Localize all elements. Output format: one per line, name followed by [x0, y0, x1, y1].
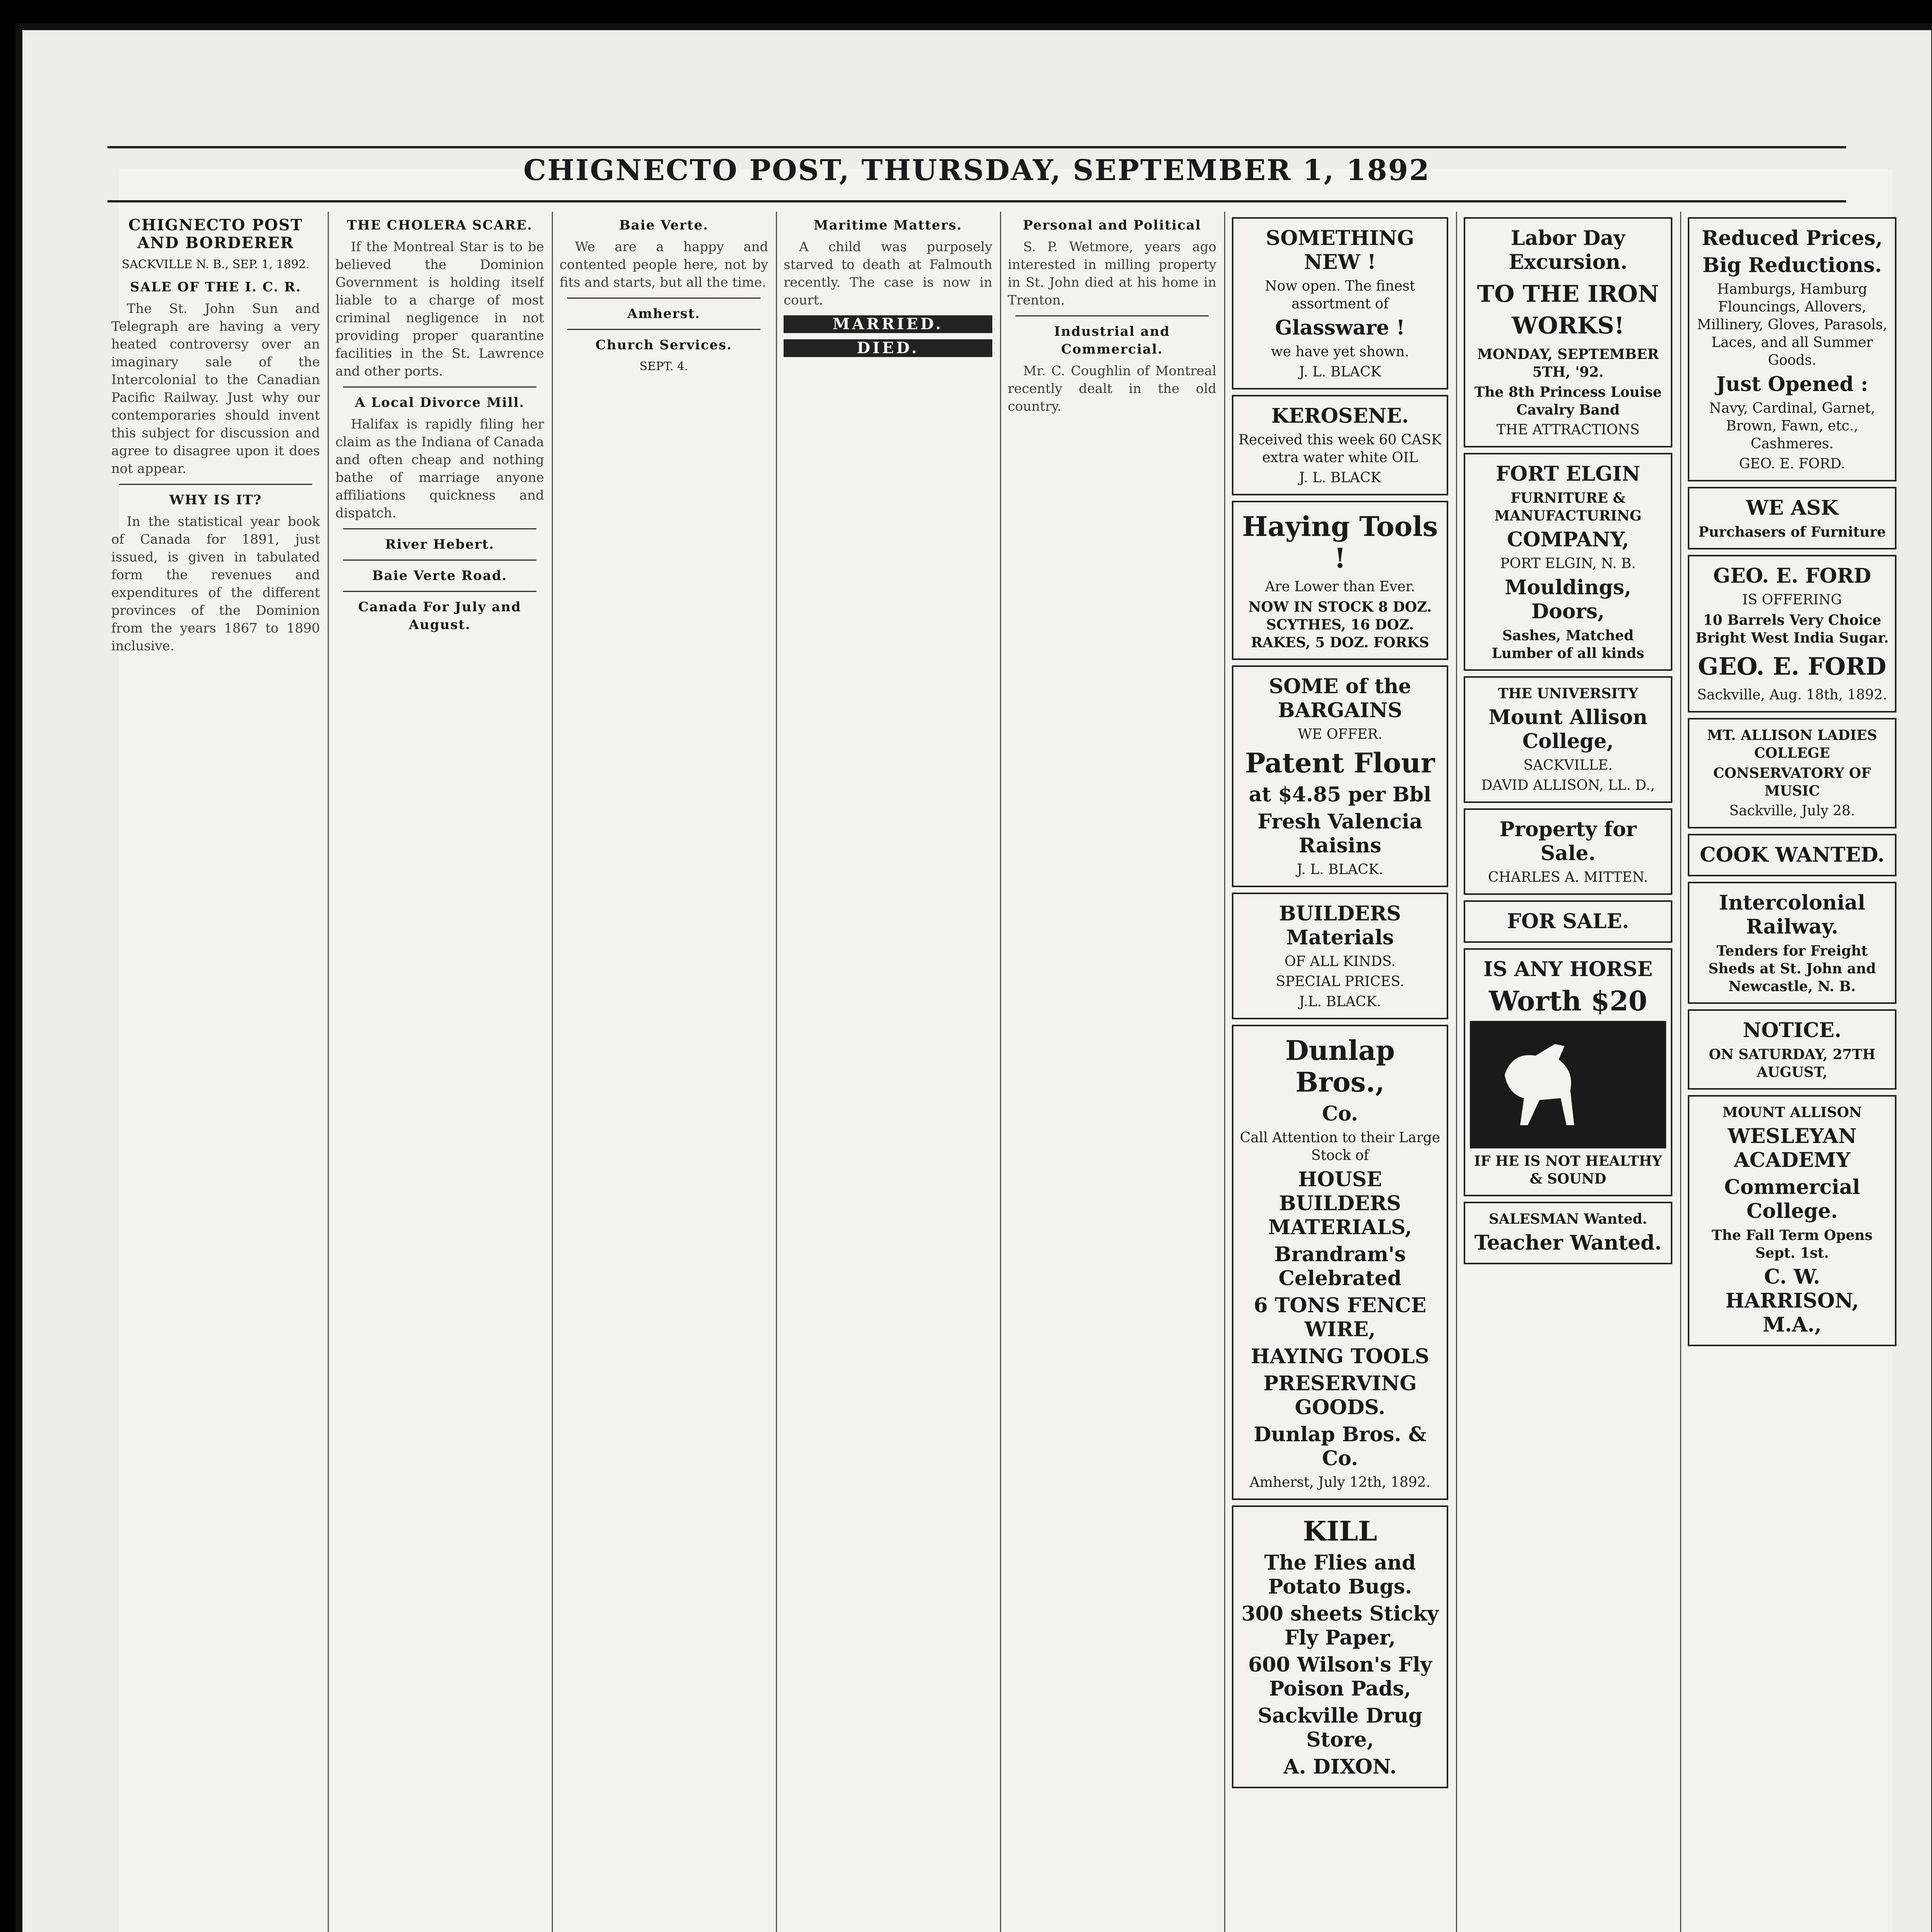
ad-headline: MT. ALLISON LADIES COLLEGE — [1707, 727, 1877, 761]
ad-headline: SALESMAN Wanted. — [1489, 1211, 1647, 1227]
ad-bargains — [1232, 665, 1448, 887]
article-title: Canada For July and August. — [358, 599, 522, 633]
ad-headline: WESLEYAN ACADEMY — [1728, 1124, 1857, 1172]
ad-headline: NOTICE. — [1743, 1019, 1842, 1042]
horse-illustration — [1470, 1021, 1666, 1148]
ad-headline: FURNITURE & MANUFACTURING — [1494, 490, 1642, 524]
article-body: Halifax is rapidly filing her claim as the Indiana of Canada and often cheap and nothing bathe of marriage anyone affiliations quickness and dispatch. — [335, 417, 544, 521]
married-heading: MARRIED. — [784, 315, 992, 333]
ad-text: 10 Barrels Very Choice Bright West India Sugar. — [1696, 612, 1889, 646]
ad-text: OF ALL KINDS. — [1284, 954, 1396, 969]
died-heading: DIED. — [784, 339, 992, 357]
ad-date: MONDAY, SEPTEMBER 5TH, '92. — [1477, 346, 1659, 380]
divider — [343, 560, 536, 561]
divider — [119, 484, 312, 485]
article-title: WHY IS IT? — [169, 492, 262, 508]
ad-text: IF HE IS NOT HEALTHY & SOUND — [1474, 1153, 1662, 1187]
ad-kill-flies — [1232, 1505, 1448, 1788]
ad-price: at $4.85 per Bbl — [1249, 783, 1431, 806]
masthead: CHIGNECTO POST, THURSDAY, SEPTEMBER 1, 1892 — [523, 154, 1430, 187]
ad-signature: CHARLES A. MITTEN. — [1488, 869, 1648, 885]
ad-text: NOW IN STOCK 8 DOZ. SCYTHES, 16 DOZ. RAKES, 5 DOZ. FORKS — [1248, 599, 1432, 651]
ad-text: The Fall Term Opens Sept. 1st. — [1711, 1227, 1873, 1261]
ad-headline: The Flies and Potato Bugs. — [1264, 1551, 1416, 1599]
ad-headline: BUILDERS Materials — [1279, 902, 1401, 949]
ad-for-sale — [1464, 900, 1672, 943]
ad-headline: COMPANY, — [1507, 528, 1629, 551]
divider — [567, 298, 760, 299]
page-frame — [15, 23, 1932, 1932]
ad-headline: Sackville Drug Store, — [1257, 1704, 1423, 1752]
ad-property-for-sale — [1464, 808, 1672, 895]
ad-headline: SOMETHING NEW ! — [1265, 226, 1415, 274]
ad-headline: Fresh Valencia Raisins — [1257, 810, 1423, 857]
column-4 — [784, 212, 992, 1932]
column-2 — [335, 212, 544, 1932]
divider — [1015, 315, 1209, 316]
column-1 — [111, 212, 320, 1932]
ad-headline: KILL — [1303, 1515, 1378, 1547]
ad-headline: Big Reductions. — [1702, 253, 1882, 277]
paper-name: CHIGNECTO POST AND BORDERER — [128, 216, 303, 252]
ad-headline: Worth $20 — [1488, 985, 1648, 1017]
article-body: We are a happy and contented people here, not by fits and starts, but all the time. — [560, 239, 768, 290]
article-title: SALE OF THE I. C. R. — [130, 279, 301, 295]
ad-headline: 300 sheets Sticky Fly Paper, — [1241, 1602, 1439, 1650]
article-title: Church Services. — [595, 337, 732, 353]
article-body: If the Montreal Star is to be believed the Dominion Government is holding itself liable to a charge of most criminal negligence in not providing proper quarantine facilities in the St. Lawrence and other ports. — [335, 239, 544, 379]
ad-headline: Property for Sale. — [1499, 818, 1637, 865]
ad-cook-wanted — [1688, 834, 1896, 876]
ad-signature: DAVID ALLISON, LL. D., — [1481, 777, 1655, 793]
ad-text: Sashes, Matched Lumber of all kinds — [1492, 628, 1645, 662]
article-title: THE CHOLERA SCARE. — [347, 218, 533, 233]
divider — [567, 329, 760, 330]
ad-headline: Dunlap Bros. & Co. — [1253, 1423, 1427, 1470]
horse-icon — [1481, 1029, 1597, 1141]
ad-headline: CONSERVATORY OF MUSIC — [1713, 765, 1871, 799]
ad-headline: Purchasers of Furniture — [1698, 524, 1886, 540]
ad-headline: Labor Day Excursion. — [1509, 226, 1628, 274]
ad-headline: COOK WANTED. — [1700, 843, 1884, 867]
article-body: The St. John Sun and Telegraph are having a very heated controversy over an imaginary sale of the Intercolonial to the Canadian Pacific Railway. Just why our contemporaries should invent this subject for discussion and agree to disagree upon it does not appear. — [111, 301, 320, 476]
ad-signature: C. W. HARRISON, M.A., — [1725, 1265, 1859, 1337]
ad-headline: Reduced Prices, — [1701, 226, 1883, 250]
ad-headline: Just Opened : — [1716, 372, 1868, 396]
ad-dunlap-bros — [1232, 1025, 1448, 1500]
ad-labor-day-excursion — [1464, 217, 1672, 447]
ad-kerosene — [1232, 395, 1448, 495]
ad-headline: FOR SALE. — [1507, 910, 1629, 933]
column-rule — [1456, 212, 1457, 1932]
article-title: River Hebert. — [385, 537, 495, 552]
ad-headline: Mount Allison College, — [1488, 706, 1648, 753]
ad-wanted — [1464, 1202, 1672, 1264]
ad-headline: SOME of the BARGAINS — [1269, 675, 1412, 722]
ad-sugar — [1688, 555, 1896, 713]
ad-headline: HOUSE BUILDERS MATERIALS, — [1268, 1168, 1412, 1239]
article-subtitle: SEPT. 4. — [639, 360, 688, 373]
ad-text: ON SATURDAY, 27TH AUGUST, — [1709, 1046, 1876, 1080]
ad-headline: Intercolonial Railway. — [1719, 891, 1866, 939]
article-title: Baie Verte Road. — [372, 568, 507, 583]
ad-date: Sackville, July 28. — [1729, 803, 1855, 819]
divider — [343, 528, 536, 529]
ad-headline: 6 TONS FENCE WIRE, — [1253, 1294, 1427, 1341]
ad-headline: Patent Flour — [1245, 747, 1435, 779]
ad-horse — [1464, 948, 1672, 1196]
article-title: Amherst. — [627, 306, 701, 321]
article-title: A Local Divorce Mill. — [355, 395, 525, 410]
ad-text: SPECIAL PRICES. — [1276, 974, 1405, 990]
column-3 — [560, 212, 768, 1932]
column-8-ads — [1688, 212, 1896, 1932]
ad-headline: WE ASK — [1746, 496, 1838, 520]
column-7-ads — [1464, 212, 1672, 1932]
ad-headline: GEO. E. FORD — [1698, 652, 1886, 680]
article-body: Mr. C. Coughlin of Montreal recently dealt in the old country. — [1008, 363, 1216, 414]
column-5 — [1008, 212, 1216, 1932]
ad-wesleyan-academy — [1688, 1095, 1896, 1346]
ad-text: Tenders for Freight Sheds at St. John and Newcastle, N. B. — [1708, 943, 1876, 995]
ad-headline: KEROSENE. — [1271, 404, 1409, 428]
ad-text: Call Attention to their Large Stock of — [1240, 1130, 1440, 1163]
ad-text: The 8th Princess Louise Cavalry Band — [1474, 384, 1662, 418]
article-title: Maritime Matters. — [813, 218, 963, 233]
ad-headline: Commercial College. — [1724, 1175, 1860, 1223]
ad-headline: Haying Tools ! — [1242, 510, 1438, 574]
ad-notice — [1688, 1009, 1896, 1090]
ad-signature: GEO. E. FORD. — [1739, 456, 1845, 472]
ad-signature: J.L. BLACK. — [1299, 994, 1381, 1010]
ad-text: Navy, Cardinal, Garnet, Brown, Fawn, etc., Cashmeres. — [1709, 400, 1875, 452]
ad-text: THE ATTRACTIONS — [1496, 422, 1640, 438]
column-rule — [328, 212, 329, 1932]
ad-text: we have yet shown. — [1271, 344, 1409, 360]
ad-date: Sackville, Aug. 18th, 1892. — [1697, 687, 1887, 703]
column-rule — [776, 212, 777, 1932]
masthead-rule-bottom — [107, 200, 1846, 202]
article-title: Industrial and Commercial. — [1054, 324, 1170, 357]
column-rule — [552, 212, 553, 1932]
ad-builders-materials — [1232, 893, 1448, 1019]
column-rule — [1000, 212, 1001, 1932]
ad-headline: Mouldings, Doors, — [1505, 576, 1631, 623]
ad-intercolonial-railway — [1688, 882, 1896, 1004]
ad-text: Now open. The finest assortment of — [1265, 278, 1415, 312]
ad-signature: A. DIXON. — [1283, 1755, 1397, 1779]
dateline: SACKVILLE N. B., SEP. 1, 1892. — [121, 258, 310, 271]
ad-text: WE OFFER. — [1298, 726, 1383, 742]
ad-glassware — [1232, 217, 1448, 389]
column-rule — [1680, 212, 1681, 1932]
ad-fort-elgin-furniture — [1464, 453, 1672, 671]
ad-ladies-college — [1688, 718, 1896, 828]
ad-headline: 600 Wilson's Fly Poison Pads, — [1248, 1653, 1432, 1701]
ad-headline: TO THE IRON WORKS! — [1477, 281, 1659, 339]
column-rule — [1224, 212, 1225, 1932]
ad-headline: Glassware ! — [1275, 316, 1405, 340]
ad-headline: Co. — [1322, 1102, 1358, 1126]
divider — [343, 386, 536, 388]
ad-text: Received this week 60 CASK extra water white OIL — [1238, 432, 1442, 466]
divider — [343, 591, 536, 592]
ad-text: Hamburgs, Hamburg Flouncings, Allovers, Millinery, Gloves, Parasols, Laces, and all Summer Goods. — [1697, 281, 1888, 368]
ad-headline: GEO. E. FORD — [1713, 564, 1871, 588]
article-title: Baie Verte. — [619, 218, 709, 233]
ad-text: SACKVILLE. — [1523, 757, 1613, 773]
ad-furniture — [1688, 487, 1896, 549]
ad-text: PORT ELGIN, N. B. — [1500, 556, 1636, 571]
ad-mount-allison-college — [1464, 676, 1672, 803]
ad-headline: FORT ELGIN — [1496, 462, 1640, 486]
article-title: Personal and Political — [1023, 218, 1201, 233]
ad-signature: J. L. BLACK — [1299, 364, 1381, 380]
article-body: A child was purposely starved to death at Falmouth recently. The case is now in court. — [784, 239, 992, 308]
ad-headline: PRESERVING GOODS. — [1263, 1372, 1417, 1419]
article-body: S. P. Wetmore, years ago interested in milling property in St. John died at his home in Trenton. — [1008, 239, 1216, 308]
columns — [111, 212, 1896, 1932]
article-body: In the statistical year book of Canada for 1891, just issued, is given in tabulated form the revenues and expenditures of the different provinces of the Dominion from the years 1867 to 1890 inclusive. — [111, 514, 320, 654]
ad-signature: J. L. BLACK — [1299, 470, 1381, 486]
ad-headline: Dunlap Bros., — [1285, 1034, 1395, 1098]
ad-text: Are Lower than Ever. — [1265, 579, 1415, 595]
ad-haying-tools — [1232, 501, 1448, 660]
ad-signature: J. L. BLACK. — [1297, 862, 1383, 878]
ad-headline: Brandram's Celebrated — [1274, 1243, 1406, 1290]
ad-date: Amherst, July 12th, 1892. — [1250, 1475, 1430, 1490]
ad-reduced-prices — [1688, 217, 1896, 481]
ad-headline: Teacher Wanted. — [1474, 1231, 1662, 1255]
masthead-rule-top — [107, 146, 1846, 148]
ad-text: IS OFFERING — [1742, 592, 1842, 608]
ad-headline: MOUNT ALLISON — [1722, 1104, 1862, 1121]
ad-headline: IS ANY HORSE — [1483, 957, 1653, 981]
column-6-ads — [1232, 212, 1448, 1932]
ad-headline: HAYING TOOLS — [1251, 1345, 1429, 1368]
ad-headline: THE UNIVERSITY — [1498, 685, 1638, 702]
